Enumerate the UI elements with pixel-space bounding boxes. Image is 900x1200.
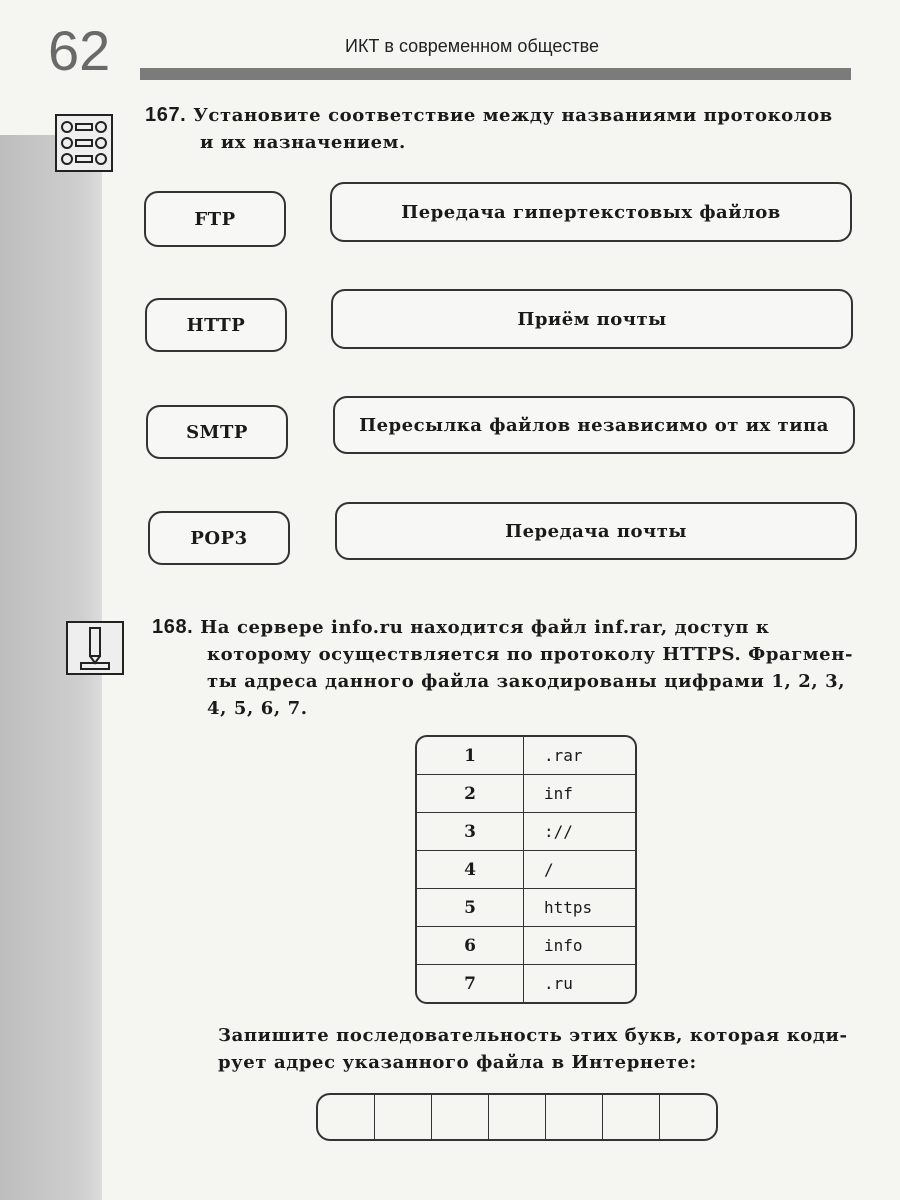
code-number: 4 [417, 851, 524, 889]
answer-cell[interactable] [432, 1095, 489, 1139]
task-168-text: 168. На сервере info.ru находится файл inf.rar, доступ к которому осуществляется по протоколу HTTPS. Фрагмен- ты адреса данного файла закодированы цифрами 1, 2, 3, 4, 5, 6, 7. [152, 616, 854, 719]
address-fragment: .ru [544, 974, 573, 993]
answer-cell[interactable] [375, 1095, 432, 1139]
task-167-text: 167. Установите соответствие между названиями протоколов и их назначением. [145, 104, 833, 153]
address-fragment: https [524, 889, 635, 927]
page-number: 62 [48, 19, 111, 82]
table-row [417, 889, 635, 927]
code-number: 6 [417, 927, 524, 965]
matching-task-icon [55, 114, 113, 172]
code-number: 3 [417, 813, 524, 851]
instruction-text: Запишите последовательность этих букв, которая коди- рует адрес указанного файла в Интернете: [218, 1025, 848, 1073]
purpose-box[interactable]: Передача почты [335, 502, 857, 560]
purpose-box[interactable]: Передача гипертекстовых файлов [330, 182, 852, 242]
header-rule [140, 68, 851, 80]
address-fragment: inf [524, 775, 635, 813]
answer-cells[interactable] [316, 1093, 718, 1141]
answer-cell[interactable] [660, 1095, 716, 1139]
address-fragment: / [524, 851, 635, 889]
code-number: 7 [417, 965, 524, 1002]
table-row [417, 775, 635, 813]
address-fragment: info [524, 927, 635, 965]
purpose-box[interactable]: Пересылка файлов независимо от их типа [333, 396, 855, 454]
answer-cell[interactable] [603, 1095, 660, 1139]
write-answer-icon [66, 621, 124, 675]
code-number: 2 [417, 775, 524, 813]
table-row [417, 927, 635, 965]
protocol-box[interactable]: SMTP [146, 405, 288, 459]
table-row [417, 813, 635, 851]
protocol-box[interactable]: HTTP [145, 298, 287, 352]
chapter-title: ИКТ в современном обществе [345, 36, 599, 56]
table-row [417, 851, 635, 889]
protocol-box[interactable]: FTP [144, 191, 286, 247]
address-fragment: .rar [524, 737, 635, 775]
answer-cell[interactable] [489, 1095, 546, 1139]
answer-cell[interactable] [546, 1095, 603, 1139]
address-fragment: :// [524, 813, 635, 851]
purpose-box[interactable]: Приём почты [331, 289, 853, 349]
table-row [417, 965, 635, 1002]
answer-cell[interactable] [318, 1095, 375, 1139]
table-row [417, 737, 635, 775]
code-table [415, 735, 637, 1004]
code-number: 5 [417, 889, 524, 927]
code-number: 1 [417, 737, 524, 775]
protocol-box[interactable]: POP3 [148, 511, 290, 565]
